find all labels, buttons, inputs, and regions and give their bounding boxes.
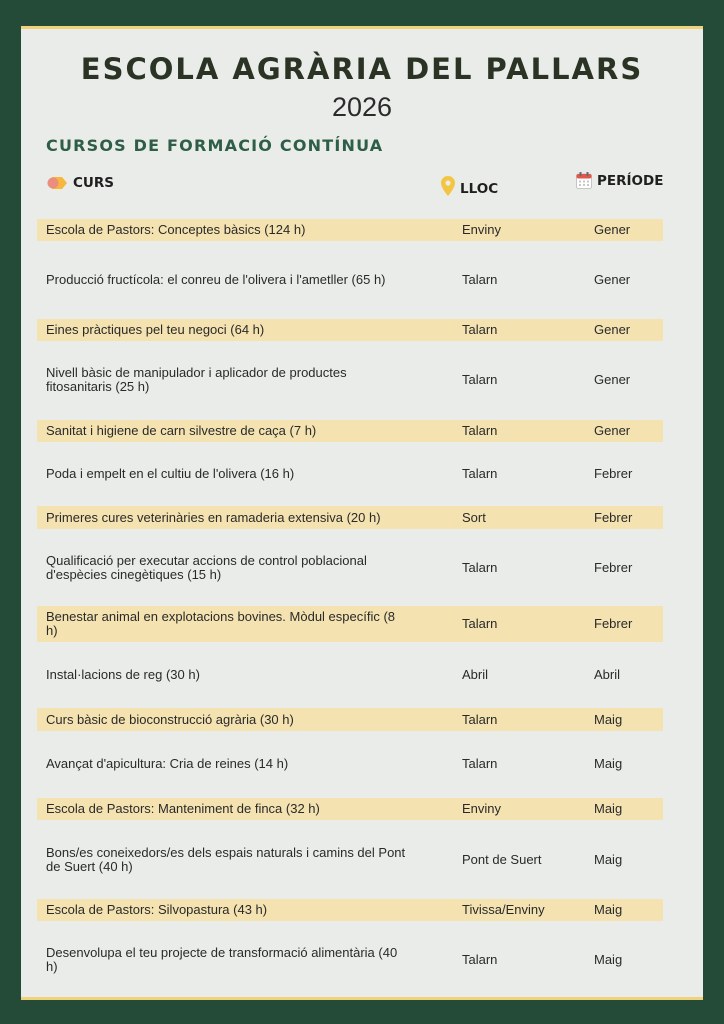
course-location: Tivissa/Enviny — [462, 902, 545, 917]
arrow-icon — [46, 176, 68, 190]
course-name: Eines pràctiques pel teu negoci (64 h) — [46, 322, 265, 337]
year: 2026 — [331, 92, 393, 122]
course-name: Bons/es coneixedors/es dels espais naturals i camins del Pont de Suert (40 h) — [46, 845, 406, 874]
course-name: Poda i empelt en el cultiu de l'olivera (16 h) — [46, 466, 295, 481]
course-name: Avançat d'apicultura: Cria de reines (14 h) — [46, 756, 289, 771]
course-location: Talarn — [462, 372, 498, 387]
course-period: Maig — [594, 852, 623, 867]
table-row — [37, 939, 663, 981]
table-row — [37, 259, 663, 301]
course-period: Febrer — [594, 509, 633, 525]
table-row — [37, 664, 663, 686]
course-period: Gener — [594, 222, 631, 237]
course-name: Curs bàsic de bioconstrucció agrària (30 h) — [46, 711, 294, 727]
course-location: Sort — [462, 509, 486, 525]
course-location: Enviny — [462, 801, 502, 816]
table-row — [37, 359, 663, 401]
subtitle: CURSOS DE FORMACIÓ CONTÍNUA — [46, 136, 384, 155]
table-row — [37, 420, 663, 442]
course-name: Qualificació per executar accions de control poblacional d'espècies cinegètiques (15 h) — [46, 553, 367, 582]
table-row — [37, 606, 663, 642]
course-name: Primeres cures veterinàries en ramaderia extensiva (20 h) — [46, 509, 381, 525]
location-pin-icon — [441, 176, 455, 196]
column-header-lloc-label: LLOC — [460, 181, 499, 197]
column-header-curs — [46, 175, 114, 191]
course-location: Abril — [462, 667, 489, 682]
course-period: Maig — [594, 902, 623, 917]
column-header-curs-label: CURS — [73, 175, 114, 191]
course-location: Talarn — [462, 272, 498, 287]
course-name: Producció fructícola: el conreu de l'olivera i l'ametller (65 h) — [46, 272, 386, 287]
table-row — [37, 839, 663, 881]
table-row — [37, 547, 663, 589]
course-name: Instal·lacions de reg (30 h) — [46, 667, 200, 682]
course-name: Nivell bàsic de manipulador i aplicador de productes fitosanitaris (25 h) — [46, 365, 347, 394]
calendar-icon — [576, 172, 592, 189]
course-location: Talarn — [462, 616, 498, 631]
course-location: Talarn — [462, 711, 498, 727]
column-header-lloc — [441, 175, 498, 197]
course-period: Gener — [594, 423, 631, 438]
course-period: Maig — [594, 711, 623, 727]
course-period: Maig — [594, 756, 623, 771]
course-period: Febrer — [594, 616, 633, 631]
table-row — [37, 319, 663, 341]
table-row — [37, 899, 663, 921]
table-row — [37, 753, 663, 775]
table-row — [37, 798, 663, 820]
course-name: Escola de Pastors: Manteniment de finca (32 h) — [46, 801, 320, 816]
page-title: ESCOLA AGRÀRIA DEL PALLARS — [80, 52, 644, 86]
course-period: Abril — [594, 667, 621, 682]
course-name: Escola de Pastors: Conceptes bàsics (124 h) — [46, 222, 306, 237]
course-location: Talarn — [462, 322, 498, 337]
course-location: Talarn — [462, 952, 498, 967]
course-period: Gener — [594, 372, 631, 387]
course-name: Desenvolupa el teu projecte de transformació alimentària (40 h) — [46, 945, 398, 974]
table-row — [37, 708, 663, 731]
course-location: Talarn — [462, 756, 498, 771]
course-location: Enviny — [462, 222, 502, 237]
table-row — [37, 219, 663, 241]
course-name: Sanitat i higiene de carn silvestre de caça (7 h) — [46, 423, 317, 438]
table-row — [37, 463, 663, 485]
course-period: Gener — [594, 322, 631, 337]
course-location: Pont de Suert — [462, 852, 542, 867]
column-header-periode-label: PERÍODE — [597, 172, 664, 189]
column-header-periode — [576, 172, 663, 189]
course-location: Talarn — [462, 560, 498, 575]
course-location: Talarn — [462, 423, 498, 438]
course-period: Maig — [594, 952, 623, 967]
course-period: Gener — [594, 272, 631, 287]
course-name: Escola de Pastors: Silvopastura (43 h) — [46, 902, 268, 917]
course-period: Febrer — [594, 466, 633, 481]
table-row — [37, 506, 663, 529]
course-period: Febrer — [594, 560, 633, 575]
course-period: Maig — [594, 801, 623, 816]
course-name: Benestar animal en explotacions bovines. Mòdul específic (8 h) — [46, 609, 396, 638]
course-location: Talarn — [462, 466, 498, 481]
